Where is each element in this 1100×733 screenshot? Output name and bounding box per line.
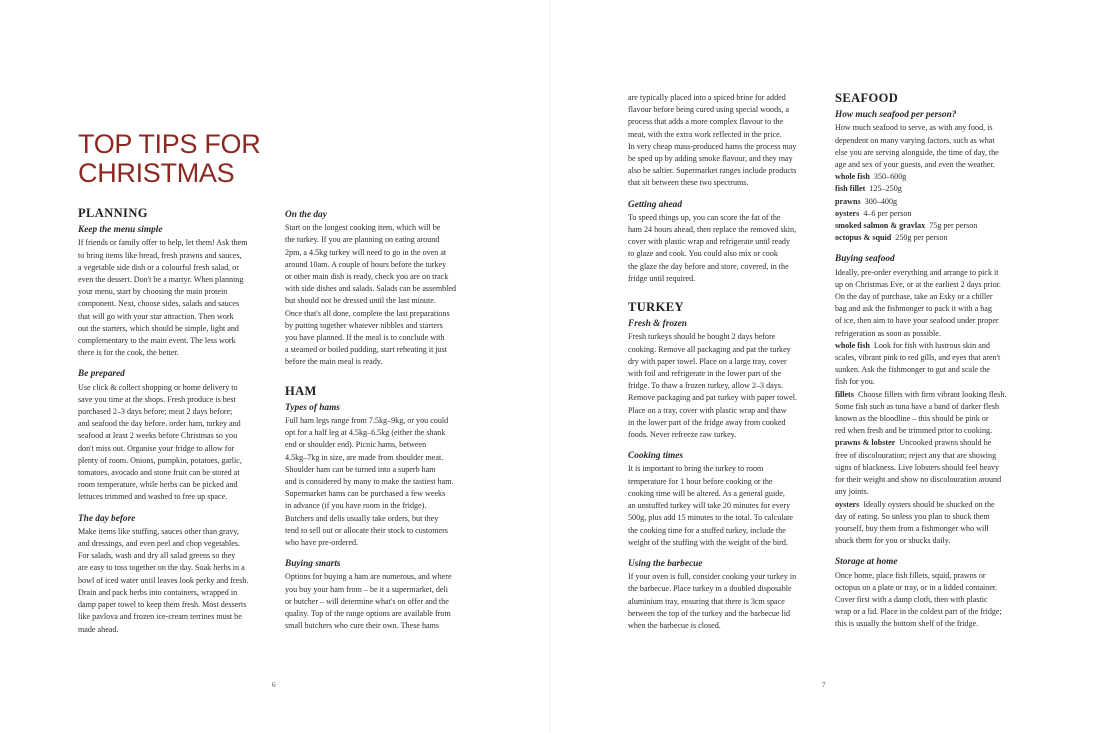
text-line: and seafood the day before. order ham, turkey and bbox=[78, 419, 241, 429]
bold-lead: prawns & lobster bbox=[835, 438, 896, 448]
buying-seafood-heading: Buying seafood bbox=[835, 254, 895, 265]
prawns-lobster-text bbox=[835, 437, 1030, 498]
text-line: Remove packaging and pat turkey with paper towel. bbox=[628, 393, 798, 403]
text-line: cover with plastic wrap and refrigerate until ready bbox=[628, 237, 791, 247]
text-line: fridge. To thaw a frozen turkey, allow 2–3 days. bbox=[628, 381, 783, 391]
text-line: plenty of room. Onions, pumpkin, potatoes, garlic, bbox=[78, 455, 242, 465]
text-line: wrap or a lid. Place in the coldest part of the fridge; bbox=[835, 607, 1002, 617]
text-line: the barbecue. Place turkey in a doubled disposable bbox=[628, 584, 792, 594]
quantity-row bbox=[835, 220, 1030, 232]
page-number-left: 6 bbox=[272, 681, 276, 689]
text-line: are easy to toss together on the day. Soak herbs in a bbox=[78, 563, 245, 573]
text-line: a steamed or boiled pudding, start reheating it just bbox=[285, 345, 448, 355]
text-line: whole fish Look for fish with lustrous skin and bbox=[835, 340, 990, 350]
text-line: for their weight and show no discolouration around bbox=[835, 475, 1002, 485]
text-line: meat, with the extra work reflected in the price. bbox=[628, 129, 782, 139]
text-line: Make items like stuffing, sauces other than gravy, bbox=[78, 526, 239, 536]
text-line: temperature for 1 hour before cooking or the bbox=[628, 476, 773, 486]
quantity-amount: 350–600g bbox=[873, 172, 907, 182]
quantity-amount: 250g per person bbox=[895, 233, 948, 243]
text-line: like pavlova and frozen ice-cream terrines must be bbox=[78, 612, 242, 622]
text-line: room temperature, while herbs can be picked and bbox=[78, 480, 238, 490]
cooking-times-text bbox=[628, 463, 818, 548]
text-line: who have pre-ordered. bbox=[285, 538, 359, 548]
bold-lead: oysters bbox=[835, 499, 860, 509]
types-of-hams-heading: Types of hams bbox=[285, 402, 340, 413]
text-line: tend to sell out or allocate their stock to customers bbox=[285, 525, 448, 535]
text-line: foods. Never refreeze raw turkey. bbox=[628, 430, 737, 440]
text-line: How much seafood to serve, as with any food, is bbox=[835, 123, 993, 133]
buying-smarts-text bbox=[285, 571, 475, 632]
text-line: 500g, plus add 15 minutes to the total. To calculate bbox=[628, 513, 793, 523]
text-line: On the day of purchase, take an Esky or a chiller bbox=[835, 292, 993, 302]
text-line: are typically placed into a spiced brine for added bbox=[628, 93, 786, 102]
quantity-row bbox=[835, 208, 1030, 220]
oysters-text bbox=[835, 499, 1030, 548]
text-line: made ahead. bbox=[78, 624, 119, 634]
text-line: also be saltier. Supermarket ranges include products bbox=[628, 166, 797, 176]
text-line: opt for a half leg at 4.5kg–6.5kg (either the shank bbox=[285, 428, 446, 438]
text-line: If friends or family offer to help, let them! Ask them bbox=[78, 238, 248, 248]
bold-lead: whole fish bbox=[835, 340, 870, 350]
text-line: end or shoulder end). Picnic hams, between bbox=[285, 440, 427, 450]
text-line: fish for you. bbox=[835, 377, 875, 387]
text-line: Drain and pack herbs into containers, wrapped in bbox=[78, 587, 238, 597]
quantity-amount: 125–250g bbox=[869, 184, 902, 194]
day-before-text bbox=[78, 526, 268, 636]
text-line: of ice, then aim to have your seafood under proper bbox=[835, 316, 999, 326]
text-line: red when fresh and be trimmed prior to cooking. bbox=[835, 426, 993, 436]
text-line: that sit between these two spectrums. bbox=[628, 178, 749, 188]
storage-heading: Storage at home bbox=[835, 557, 898, 568]
on-the-day-heading: On the day bbox=[285, 210, 327, 220]
text-line: 4.5kg–7kg in size, are made from shoulder meat. bbox=[285, 452, 444, 462]
quantity-amount: 75g per person bbox=[929, 221, 978, 231]
text-line: 2pm, a 4.5kg turkey will need to go in the oven at bbox=[285, 247, 447, 257]
text-line: Once that's all done, complete the last preparations bbox=[285, 308, 450, 318]
planning-heading: PLANNING bbox=[78, 206, 148, 220]
text-line: or other main dish is ready, check you are on track bbox=[285, 272, 449, 282]
text-line: around 10am. A couple of hours before the turkey bbox=[285, 259, 447, 269]
text-line: scales, vibrant pink to red gills, and eyes that aren't bbox=[835, 353, 1001, 363]
text-line: with side dishes and salads. Salads can be assembled bbox=[285, 284, 457, 294]
text-line: you buy your ham from – be it a supermarket, deli bbox=[285, 584, 448, 594]
seafood-heading: SEAFOOD bbox=[835, 91, 899, 105]
text-line: you have planned. If the meal is to conclude with bbox=[285, 333, 445, 343]
turkey-heading: TURKEY bbox=[628, 300, 684, 315]
text-line: the cooking time for a stuffed turkey, include the bbox=[628, 525, 786, 535]
text-line: Once home, place fish fillets, squid, prawns or bbox=[835, 570, 986, 580]
be-prepared-heading: Be prepared bbox=[78, 369, 125, 380]
how-much-text bbox=[835, 122, 1030, 171]
right-column-1 bbox=[628, 92, 818, 632]
text-line: To speed things up, you can score the fat of the bbox=[628, 212, 781, 222]
text-line: to bring items like bread, fresh prawns and sauces, bbox=[78, 250, 242, 260]
ham-continued-text bbox=[628, 92, 818, 190]
text-line: in the lower part of the fridge away from cooked bbox=[628, 417, 786, 427]
text-line: Full ham legs range from 7.5kg–9kg, or you could bbox=[285, 416, 449, 426]
text-line: sunken. Ask the fishmonger to gut and scale the bbox=[835, 365, 990, 375]
fresh-frozen-heading: Fresh & frozen bbox=[628, 319, 687, 330]
text-line: refrigeration as soon as possible. bbox=[835, 328, 941, 338]
text-line: Fresh turkeys should be bought 2 days before bbox=[628, 332, 776, 342]
keep-menu-text bbox=[78, 237, 268, 359]
title-line-1: TOP TIPS FOR bbox=[78, 129, 261, 159]
text-line: fillets Choose fillets with firm vibrant looking flesh. bbox=[835, 389, 1007, 399]
barbecue-heading: Using the barbecue bbox=[628, 558, 703, 569]
text-line: between the top of the turkey and the barbecue lid bbox=[628, 608, 791, 618]
text-line: damp paper towel to keep them fresh. Most desserts bbox=[78, 600, 247, 610]
text-line: quality. Top of the range options are available from bbox=[285, 609, 451, 619]
quantity-row bbox=[835, 183, 1030, 195]
text-line: aluminium tray, ensuring that there is 3cm space bbox=[628, 596, 785, 606]
book-spine bbox=[549, 0, 551, 733]
fillets-text bbox=[835, 389, 1030, 438]
text-line: this is usually the bottom shelf of the fridge. bbox=[835, 619, 979, 629]
quantity-row bbox=[835, 232, 1030, 244]
text-line: even the dessert. Don't be a martyr. When planning bbox=[78, 275, 244, 285]
quantity-item: prawns bbox=[835, 196, 861, 206]
buying-seafood-text bbox=[835, 267, 1030, 340]
storage-text bbox=[835, 570, 1030, 631]
text-line: Some fish such as tuna have a band of darker flesh bbox=[835, 401, 1000, 411]
text-line: Ideally, pre-order everything and arrange to pick it bbox=[835, 267, 999, 277]
bold-lead: fillets bbox=[835, 389, 854, 399]
text-line: that will go with your star attraction. Then work bbox=[78, 311, 234, 321]
fresh-frozen-text bbox=[628, 331, 818, 441]
text-line: component. Next, choose sides, salads and sauces bbox=[78, 299, 240, 309]
text-line: dependent on many varying factors, such as what bbox=[835, 135, 995, 145]
text-line: Shoulder ham can be turned into a superb ham bbox=[285, 464, 436, 474]
text-line: or butcher – will determine what's on offer and the bbox=[285, 596, 449, 606]
quantity-row bbox=[835, 196, 1030, 208]
day-before-heading: The day before bbox=[78, 513, 136, 524]
text-line: lettuces trimmed and washed to free up space. bbox=[78, 492, 228, 502]
left-column-1 bbox=[78, 207, 268, 636]
text-line: Place on a tray, cover with plastic wrap and thaw bbox=[628, 405, 787, 415]
quantity-item: fish fillet bbox=[835, 184, 866, 194]
text-line: tomatoes, avocado and stone fruit can be stored at bbox=[78, 468, 240, 478]
text-line: It is important to bring the turkey to room bbox=[628, 464, 764, 474]
whole-fish-text bbox=[835, 340, 1030, 389]
text-line: up on Christmas Eve, or at the earliest 2 days prior. bbox=[835, 279, 1001, 289]
text-line: age and sex of your guests, and even the weather. bbox=[835, 160, 995, 170]
ham-heading: HAM bbox=[285, 383, 317, 398]
text-line: purchased 2–3 days before; meat 2 days before; bbox=[78, 407, 233, 417]
types-of-hams-text bbox=[285, 415, 475, 549]
text-line: ham 24 hours ahead, then replace the removed skin, bbox=[628, 225, 797, 235]
text-line: your menu, start by choosing the main protein bbox=[78, 287, 228, 297]
text-line: If your oven is full, consider cooking your turkey in bbox=[628, 572, 797, 582]
be-prepared-text bbox=[78, 382, 268, 504]
text-line: day of eating. So unless you plan to shuck them bbox=[835, 511, 990, 521]
cooking-times-heading: Cooking times bbox=[628, 451, 684, 462]
text-line: Butchers and delis usually take orders, but they bbox=[285, 513, 439, 523]
text-line: with foil and refrigerate in the lower part of the bbox=[628, 369, 782, 379]
text-line: octopus on a plate or tray, or in a lidded container. bbox=[835, 582, 998, 592]
text-line: prawns & lobster Uncooked prawns should be bbox=[835, 438, 992, 448]
text-line: any joints. bbox=[835, 487, 869, 497]
text-line: Supermarket hams can be purchased a few weeks bbox=[285, 489, 446, 499]
text-line: Use click & collect shopping or home delivery to bbox=[78, 382, 238, 392]
text-line: small butchers who cure their own. These hams bbox=[285, 621, 440, 631]
text-line: In very cheap mass-produced hams the process may bbox=[628, 141, 797, 151]
text-line: Start on the longest cooking item, which will be bbox=[285, 223, 441, 233]
barbecue-text bbox=[628, 571, 818, 632]
quantity-amount: 4–6 per person bbox=[863, 208, 912, 218]
text-line: Options for buying a ham are numerous, and where bbox=[285, 572, 452, 582]
text-line: process that adds a more complex flavour to the bbox=[628, 117, 784, 127]
getting-ahead-text bbox=[628, 212, 818, 285]
text-line: and is considered by many to make the tastiest ham. bbox=[285, 477, 454, 487]
title-line-2: CHRISTMAS bbox=[78, 158, 235, 188]
text-line: cooking. Remove all packaging and pat the turkey bbox=[628, 344, 791, 354]
text-line: For salads, wash and dry all salad greens so they bbox=[78, 551, 236, 561]
text-line: oysters Ideally oysters should be shucked on the bbox=[835, 499, 995, 509]
left-column-2 bbox=[285, 209, 475, 633]
getting-ahead-heading: Getting ahead bbox=[628, 199, 682, 210]
text-line: to glaze and cook. You could also mix or cook bbox=[628, 249, 778, 259]
page-title bbox=[78, 130, 278, 188]
text-line: free of discolouration; reject any that are showing bbox=[835, 450, 997, 460]
text-line: known as the bloodline – this should be pink or bbox=[835, 414, 989, 424]
text-line: a vegetable side dish or a colourful fresh salad, or bbox=[78, 262, 239, 272]
text-line: before the main meal is ready. bbox=[285, 357, 383, 367]
right-column-2 bbox=[835, 92, 1030, 631]
text-line: seafood at least 2 weeks before Christmas so you bbox=[78, 431, 238, 441]
text-line: there is for the cook, the better. bbox=[78, 348, 179, 358]
keep-menu-heading: Keep the menu simple bbox=[78, 225, 163, 236]
quantity-list bbox=[835, 171, 1030, 244]
text-line: cooking time will be altered. As a general guide, bbox=[628, 488, 785, 498]
text-line: be sped up by adding smoke flavour, and they may bbox=[628, 154, 793, 164]
text-line: shuck them for you or shucks daily. bbox=[835, 536, 951, 546]
text-line: Cover first with a damp cloth, then with plastic bbox=[835, 594, 988, 604]
text-line: but should not be dressed until the last minute. bbox=[285, 296, 436, 306]
text-line: signs of blackness. Live lobsters should feel heavy bbox=[835, 462, 1000, 472]
text-line: flavour before being cured using special woods, a bbox=[628, 105, 789, 115]
text-line: dry with paper towel. Place on a large tray, cover bbox=[628, 356, 787, 366]
text-line: else you are serving alongside, the time of day, the bbox=[835, 147, 999, 157]
text-line: bag and ask the fishmonger to pack it with a bag bbox=[835, 304, 992, 314]
quantity-item: octopus & squid bbox=[835, 233, 892, 243]
text-line: complementary to the main event. The less work bbox=[78, 336, 236, 346]
text-line: out the starters, which should be simple, light and bbox=[78, 323, 239, 333]
text-line: yourself, buy them from a fishmonger who will bbox=[835, 523, 989, 533]
page-number-right: 7 bbox=[822, 681, 826, 689]
quantity-item: smoked salmon & gravlax bbox=[835, 221, 926, 231]
on-the-day-text bbox=[285, 222, 475, 368]
text-line: by putting together whatever nibbles and starters bbox=[285, 320, 443, 330]
text-line: weight of the stuffing with the weight of the bird. bbox=[628, 537, 788, 547]
quantity-item: whole fish bbox=[835, 172, 870, 182]
text-line: bowl of iced water until leaves look perky and fresh. bbox=[78, 575, 249, 585]
quantity-item: oysters bbox=[835, 208, 860, 218]
buying-smarts-heading: Buying smarts bbox=[285, 559, 341, 570]
quantity-amount: 300–400g bbox=[864, 196, 898, 206]
quantity-row bbox=[835, 171, 1030, 183]
text-line: in advance (if you have room in the fridge). bbox=[285, 501, 427, 511]
text-line: fridge until required. bbox=[628, 273, 696, 283]
text-line: don't miss out. Organise your fridge to allow for bbox=[78, 443, 235, 453]
text-line: when the barbecue is closed. bbox=[628, 620, 721, 630]
text-line: an unstuffed turkey will take 20 minutes for every bbox=[628, 501, 791, 511]
how-much-heading: How much seafood per person? bbox=[835, 110, 957, 121]
text-line: and dressings, and even peel and chop vegetables. bbox=[78, 539, 241, 549]
text-line: save you time at the shops. Fresh produce is best bbox=[78, 394, 236, 404]
text-line: the turkey. If you are planning on eating around bbox=[285, 235, 440, 245]
text-line: the glaze the day before and store, covered, in the bbox=[628, 261, 789, 271]
